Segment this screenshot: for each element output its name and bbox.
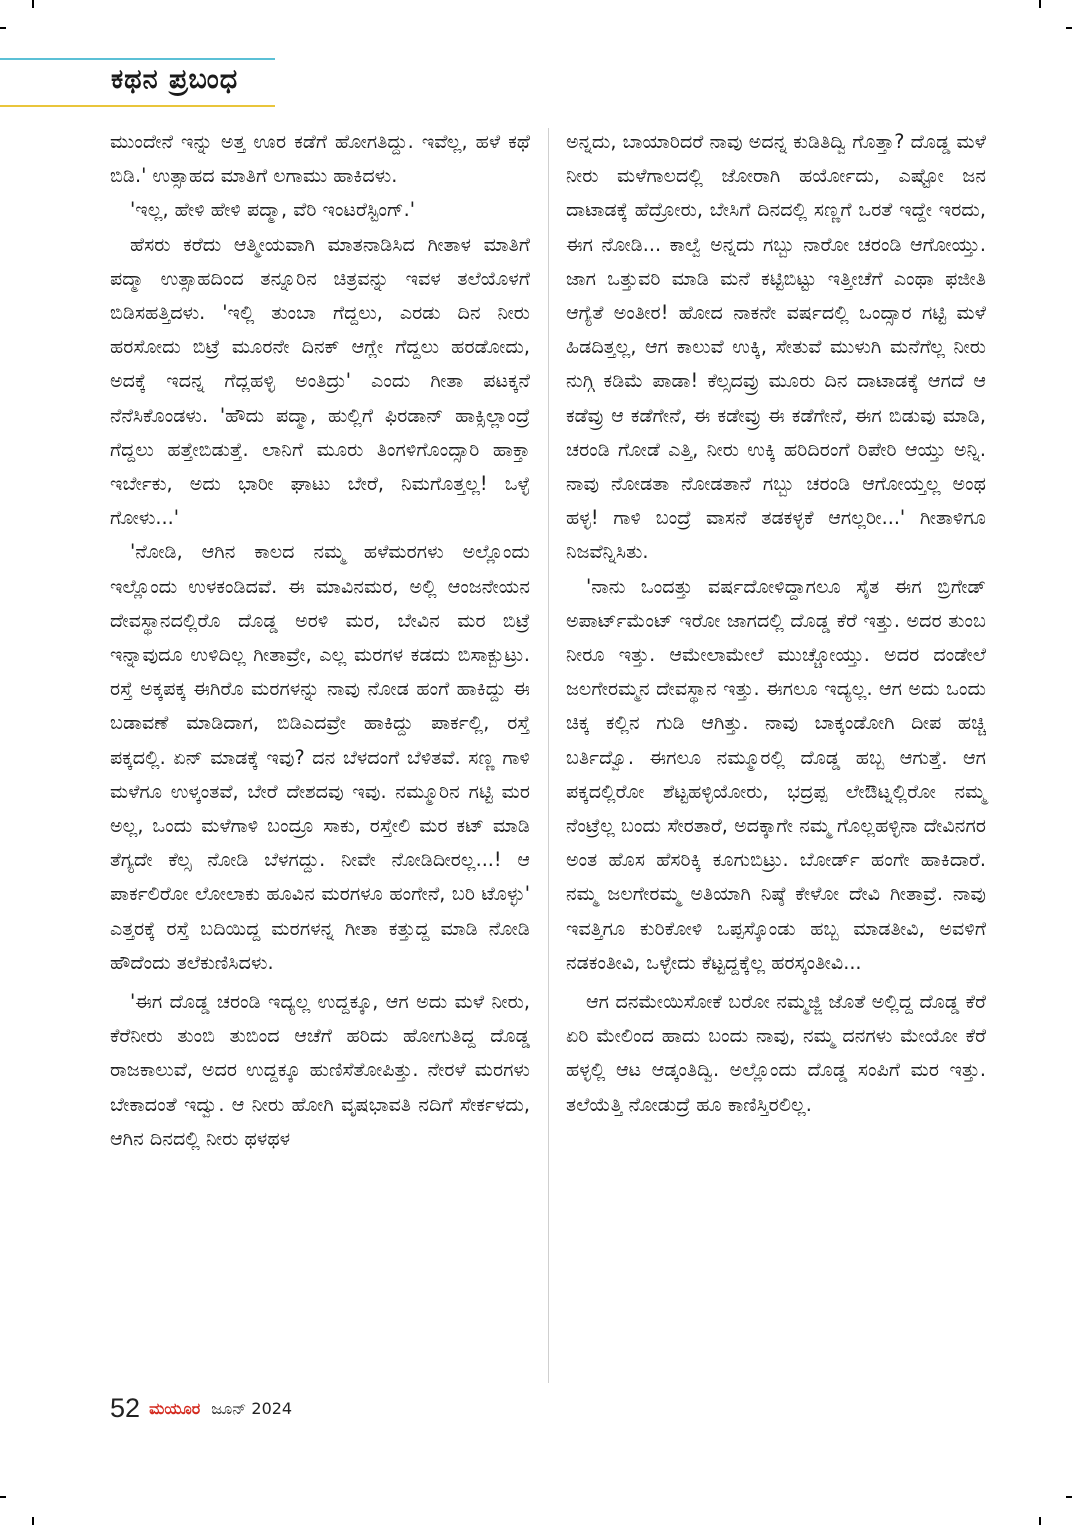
crop-mark xyxy=(0,27,6,29)
crop-mark xyxy=(1066,27,1072,29)
header-rule-cyan xyxy=(0,58,275,60)
paragraph: ಮುಂದೇನೆ ಇನ್ನು ಅತ್ತ ಊರ ಕಡೆಗೆ ಹೋಗತಿದ್ದು. ಇವೆಲ್ಲ, ಹಳೆ ಕಥೆ ಬಿಡಿ.' ಉತ್ಸಾಹದ ಮಾತಿಗೆ ಲಗಾಮು ಹಾಕಿದಳು. xyxy=(110,130,530,188)
crop-mark xyxy=(32,0,34,8)
crop-mark xyxy=(1066,1496,1072,1498)
crop-mark xyxy=(1039,0,1041,8)
paragraph: 'ಈಗ ದೊಡ್ಡ ಚರಂಡಿ ಇದ್ಯಲ್ಲ ಉದ್ದಕ್ಕೂ, ಆಗ ಅದು ಮಳೆ ನೀರು, ಕೆರೆನೀರು ತುಂಬಿ ತುಬಿಂದ ಆಚೆಗೆ ಹರಿದು ಹೋಗುತಿದ್ದ ದೊಡ್ಡ ರಾಜಕಾಲುವೆ, ಅದರ ಉದ್ದಕ್ಕೂ ಹುಣಿಸೆತೋಪಿತ್ತು. ನೇರಳೆ ಮರಗಳು ಬೇಕಾದಂತೆ ಇದ್ವು. ಆ ನೀರು ಹೋಗಿ ವೃಷಭಾವತಿ ನದಿಗೆ ಸೇರ್ಕಳದು, ಆಗಿನ ದಿನದಲ್ಲಿ ನೀರು ಥಳಥಳ xyxy=(110,990,530,1150)
page-number: 52 xyxy=(110,1393,141,1423)
paragraph: ಹೆಸರು ಕರೆದು ಆತ್ಮೀಯವಾಗಿ ಮಾತನಾಡಿಸಿದ ಗೀತಾಳ ಮಾತಿಗೆ ಪದ್ಮಾ ಉತ್ಸಾಹದಿಂದ ತನ್ನೂರಿನ ಚಿತ್ರವನ್ನು ಇವಳ ತಲೆಯೊಳಗೆ ಬಿಡಿಸಹತ್ತಿದಳು. 'ಇಲ್ಲಿ ತುಂಬಾ ಗೆದ್ದಲು, ಎರಡು ದಿನ ನೀರು ಹರಸೋದು ಬಿಟ್ರೆ ಮೂರನೇ ದಿನಕ್ ಆಗ್ಲೇ ಗೆದ್ದಲು ಹರಡೋದು, ಅದಕ್ಕೆ ಇದನ್ನ ಗೆದ್ಲಹಳ್ಳಿ ಅಂತಿದ್ರು' ಎಂದು ಗೀತಾ ಪಟಕ್ಕನೆ ನೆನೆಸಿಕೊಂಡಳು. 'ಹೌದು ಪದ್ಮಾ, ಹುಲ್ಲಿಗೆ ಫಿರಡಾನ್ ಹಾಕ್ಸಿಲ್ಲಾಂದ್ರೆ ಗೆದ್ದಲು ಹತ್ತೇಬಿಡುತ್ತೆ. ಲಾನಿಗೆ ಮೂರು ತಿಂಗಳಿಗೊಂದ್ಸಾರಿ ಹಾಕ್ತಾ ಇರ್ಬೇಕು, ಅದು ಭಾರೀ ಘಾಟು ಬೇರೆ, ನಿಮಗೊತ್ತಲ್ಲ! ಒಳ್ಳೆ ಗೋಳು...' xyxy=(110,232,530,530)
paragraph: 'ನಾನು ಒಂದತ್ತು ವರ್ಷದೋಳಿದ್ದಾಗಲೂ ಸೈತ ಈಗ ಬ್ರಿಗೇಡ್ ಅಪಾರ್ಟ್‌ಮೆಂಟ್ ಇರೋ ಜಾಗದಲ್ಲಿ ದೊಡ್ಡ ಕೆರೆ ಇತ್ತು. ಅದರ ತುಂಬ ನೀರೂ ಇತ್ತು. ಆಮೇಲಾಮೇಲೆ ಮುಚ್ಚೋಯ್ತು. ಅದರ ದಂಡೇಲೆ ಜಲಗೇರಮ್ಮನ ದೇವಸ್ಥಾನ ಇತ್ತು. ಈಗಲೂ ಇದ್ಯಲ್ಲ. ಆಗ ಅದು ಒಂದು ಚಿಕ್ಕ ಕಲ್ಲಿನ ಗುಡಿ ಆಗಿತ್ತು. ನಾವು ಬಾಕ್ಕಂಡೋಗಿ ದೀಪ ಹಚ್ಚಿ ಬರ್ತಿದ್ವೊ. ಈಗಲೂ ನಮ್ಮೂರಲ್ಲಿ ದೊಡ್ಡ ಹಬ್ಬ ಆಗುತ್ತೆ. ಆಗ ಪಕ್ಕದಲ್ಲಿರೋ ಶೆಟ್ಟಹಳ್ಳಿಯೋರು, ಭದ್ರಪ್ಪ ಲೇಔಟ್ನಲ್ಲಿರೋ ನಮ್ಮ ನೆಂಟ್ರೆಲ್ಲ ಬಂದು ಸೇರತಾರೆ, ಅದಕ್ಕಾಗೇ ನಮ್ಮ ಗೊಲ್ಲಹಳ್ಳಿನಾ ದೇವಿನಗರ ಅಂತ ಹೊಸ ಹೆಸರಿಕ್ಕಿ ಕೂಗುಬಿಟ್ರು. ಬೋರ್ಡ್ ಹಂಗೇ ಹಾಕಿದಾರೆ. ನಮ್ಮ ಜಲಗೇರಮ್ಮ ಅತಿಯಾಗಿ ನಿಷ್ಠೆ ಕೇಳೋ ದೇವಿ ಗೀತಾವ್ರೆ. ನಾವು ಇವತ್ತಿಗೂ ಕುರಿಕೋಳಿ ಒಪ್ಪಸ್ಕೊಂಡು ಹಬ್ಬ ಮಾಡತೀವಿ, ಅವಳಿಗೆ ನಡಕಂತೀವಿ, ಒಳ್ಳೇದು ಕೆಟ್ಟದ್ದಕ್ಕೆಲ್ಲ ಹರಸ್ಕಂತೀವಿ... xyxy=(566,574,986,974)
column-divider xyxy=(548,128,549,1383)
page-footer xyxy=(110,1393,292,1427)
paragraph: 'ನೋಡಿ, ಆಗಿನ ಕಾಲದ ನಮ್ಮ ಹಳೆಮರಗಳು ಅಲ್ಲೊಂದು ಇಲ್ಲೊಂದು ಉಳಕಂಡಿದವೆ. ಈ ಮಾವಿನಮರ, ಅಲ್ಲಿ ಆಂಜನೇಯನ ದೇವಸ್ಥಾನದಲ್ಲಿರೊ ದೊಡ್ಡ ಅರಳಿ ಮರ, ಬೇವಿನ ಮರ ಬಿಟ್ರೆ ಇನ್ನಾವುದೂ ಉಳಿದಿಲ್ಲ ಗೀತಾವ್ರೇ, ಎಲ್ಲ ಮರಗಳ ಕಡದು ಬಿಸಾಕ್ಬುಟ್ರು. ರಸ್ತೆ ಅಕ್ಕಪಕ್ಕ ಈಗಿರೊ ಮರಗಳನ್ನು ನಾವು ನೋಡ ಹಂಗೆ ಹಾಕಿದ್ದು ಈ ಬಡಾವಣೆ ಮಾಡಿದಾಗ, ಬಿಡಿಎದವ್ರೇ ಹಾಕಿದ್ದು ಪಾರ್ಕಲ್ಲಿ, ರಸ್ತೆ ಪಕ್ಕದಲ್ಲಿ. ಏನ್ ಮಾಡಕ್ಕೆ ಇವು? ದನ ಬೆಳದಂಗೆ ಬೆಳಿತವೆ. ಸಣ್ಣ ಗಾಳಿ ಮಳೆಗೂ ಉಳ್ಕಂತವೆ, ಬೇರೆ ದೇಶದವು ಇವು. ನಮ್ಮೂರಿನ ಗಟ್ಟಿ ಮರ ಅಲ್ಲ, ಒಂದು ಮಳೆಗಾಳಿ ಬಂದ್ರೂ ಸಾಕು, ರಸ್ತೇಲಿ ಮರ ಕಟ್ ಮಾಡಿ ತೆಗ್ಯದೇ ಕೆಲ್ಸ ನೋಡಿ ಬೆಳಗದ್ದು. ನೀವೇ ನೋಡಿದೀರಲ್ಲ...! ಆ ಪಾರ್ಕಲಿರೋ ಲೋಲಾಕು ಹೂವಿನ ಮರಗಳೂ ಹಂಗೇನೆ, ಬರಿ ಟೊಳ್ಳು' ಎತ್ತರಕ್ಕೆ ರಸ್ತೆ ಬದಿಯಿದ್ದ ಮರಗಳನ್ನ ಗೀತಾ ಕತ್ತುದ್ದ ಮಾಡಿ ನೋಡಿ ಹೌದೆಂದು ತಲೆಕುಣಿಸಿದಳು. xyxy=(110,540,530,974)
issue-date: ಜೂನ್ 2024 xyxy=(211,1398,293,1418)
paragraph: ಅನ್ನದು, ಬಾಯಾರಿದರೆ ನಾವು ಅದನ್ನ ಕುಡಿತಿದ್ವಿ ಗೊತ್ತಾ? ದೊಡ್ಡ ಮಳೆ ನೀರು ಮಳೆಗಾಲದಲ್ಲಿ ಜೋರಾಗಿ ಹರ್ಯೋದು, ಎಷ್ಟೋ ಜನ ದಾಟಾಡಕ್ಕೆ ಹೆದ್ರೋರು, ಬೇಸಿಗೆ ದಿನದಲ್ಲಿ ಸಣ್ಣಗೆ ಒರತೆ ಇದ್ದೇ ಇರದು, ಈಗ ನೋಡಿ... ಕಾಲ್ವೆ ಅನ್ನದು ಗಬ್ಬು ನಾರೋ ಚರಂಡಿ ಆಗೋಯ್ತು. ಜಾಗ ಒತ್ತುವರಿ ಮಾಡಿ ಮನೆ ಕಟ್ಟಿಬಿಟ್ಟು ಇತ್ತೀಚೆಗೆ ಎಂಥಾ ಫಜೀತಿ ಆಗ್ಯೆತೆ ಅಂತೀರ! ಹೋದ ನಾಕನೇ ವರ್ಷದಲ್ಲಿ ಒಂದ್ಸಾರ ಗಟ್ಟಿ ಮಳೆ ಹಿಡದಿತ್ತಲ್ಲ, ಆಗ ಕಾಲುವೆ ಉಕ್ಕಿ, ಸೇತುವೆ ಮುಳುಗಿ ಮನೆಗೆಲ್ಲ ನೀರು ನುಗ್ಗಿ ಕಡಿಮೆ ಪಾಡಾ! ಕೆಲ್ಸದವ್ರು ಮೂರು ದಿನ ದಾಟಾಡಕ್ಕೆ ಆಗದೆ ಆ ಕಡೆವ್ರು ಆ ಕಡೆಗೇನೆ, ಈ ಕಡೇವ್ರು ಈ ಕಡೆಗೇನೆ, ಈಗ ಬಿಡುವು ಮಾಡಿ, ಚರಂಡಿ ಗೋಡೆ ಎತ್ತಿ, ನೀರು ಉಕ್ಕಿ ಹರಿದಿರಂಗೆ ರಿಪೇರಿ ಆಯ್ತು ಅನ್ನಿ. ನಾವು ನೋಡತಾ ನೋಡತಾನೆ ಗಬ್ಬು ಚರಂಡಿ ಆಗೋಯ್ತಲ್ಲ ಅಂಥ ಹಳ್ಳ! ಗಾಳಿ ಬಂದ್ರೆ ವಾಸನೆ ತಡಕಳ್ಳಕೆ ಆಗಲ್ಲರೀ...' ಗೀತಾಳಿಗೂ ನಿಜವೆನ್ನಿಸಿತು. xyxy=(566,130,986,564)
paragraph: 'ಇಲ್ಲ, ಹೇಳಿ ಹೇಳಿ ಪದ್ಮಾ, ವೆರಿ ಇಂಟರೆಸ್ಟಿಂಗ್.' xyxy=(130,198,416,222)
magazine-logo: ಮಯೂರ xyxy=(149,1398,201,1418)
section-header xyxy=(0,58,275,108)
article-column-right xyxy=(566,125,986,1122)
header-rule-yellow xyxy=(0,105,275,107)
section-label: ಕಥನ ಪ್ರಬಂಧ xyxy=(111,64,239,95)
crop-mark xyxy=(1039,1517,1041,1525)
paragraph: ಆಗ ದನಮೇಯಿಸೋಕೆ ಬರೋ ನಮ್ಮಜ್ಜಿ ಜೊತೆ ಅಲ್ಲಿದ್ದ ದೊಡ್ಡ ಕೆರೆ ಏರಿ ಮೇಲಿಂದ ಹಾದು ಬಂದು ನಾವು, ನಮ್ಮ ದನಗಳು ಮೇಯೋ ಕೆರೆ ಹಳ್ಳಲ್ಲಿ ಆಟ ಆಡ್ಕಂತಿದ್ವಿ. ಅಲ್ಲೊಂದು ದೊಡ್ಡ ಸಂಪಿಗೆ ಮರ ಇತ್ತು. ತಲೆಯೆತ್ತಿ ನೋಡುದ್ರೆ ಹೂ ಕಾಣಿಸ್ತಿರಲಿಲ್ಲ. xyxy=(566,990,986,1116)
article-column-left xyxy=(110,125,530,1156)
crop-mark xyxy=(0,1496,6,1498)
crop-mark xyxy=(32,1517,34,1525)
